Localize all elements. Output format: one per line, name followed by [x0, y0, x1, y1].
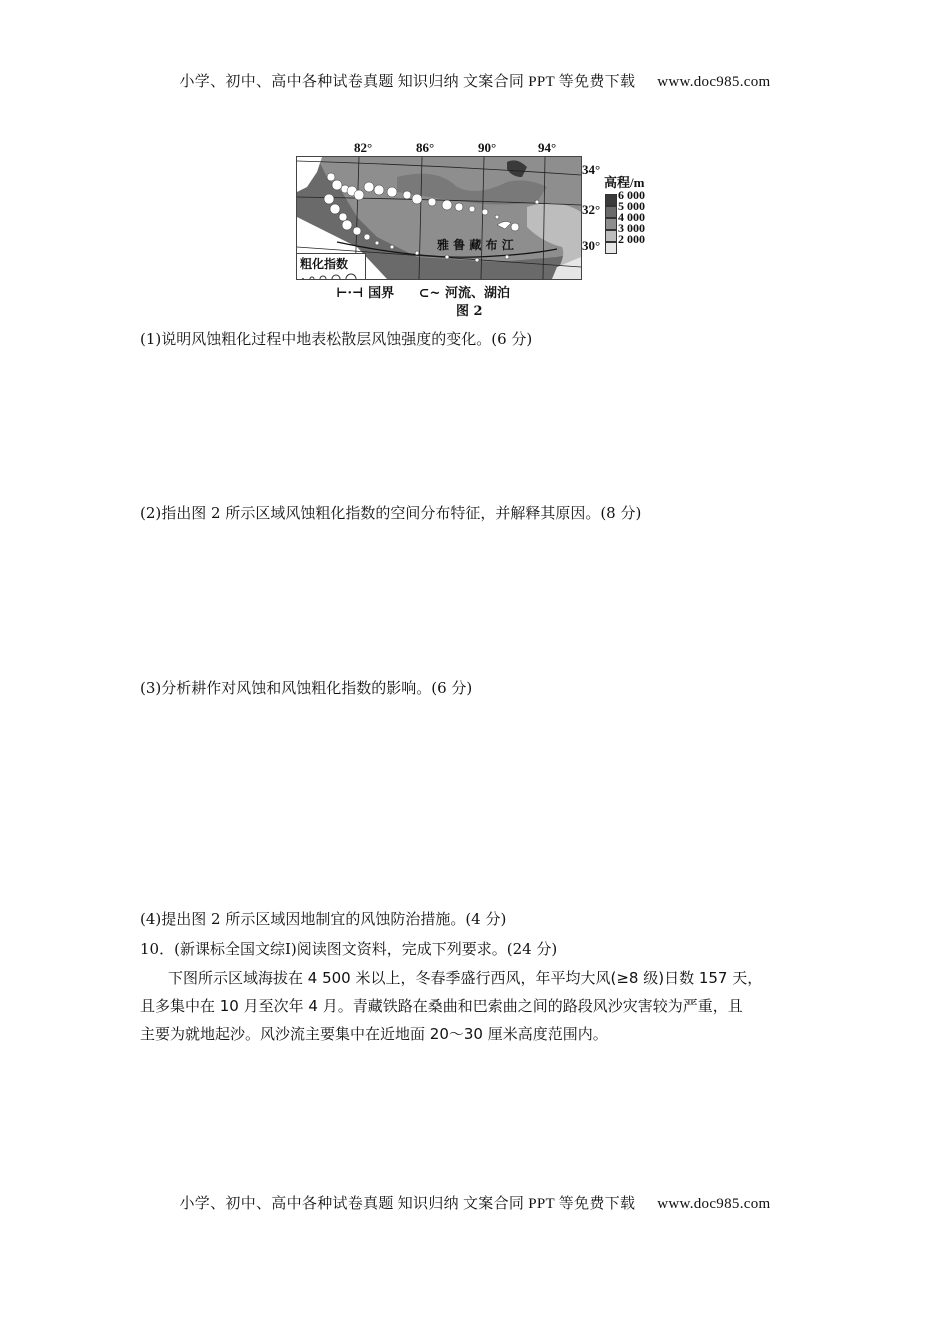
- elevation-legend-title: 高程/m: [604, 175, 645, 190]
- header-text: 小学、初中、高中各种试卷真题 知识归纳 文案合同 PPT 等免费下载: [179, 74, 636, 90]
- passage-line: 主要为就地起沙。风沙流主要集中在近地面 20～30 厘米高度范围内。: [140, 1025, 608, 1043]
- passage-line: 下图所示区域海拔在 4 500 米以上，冬春季盛行西风，年平均大风(≥8 级)日数 157 天，: [168, 969, 763, 987]
- figure-2-map: [296, 140, 658, 318]
- footer-url: www.doc985.com: [657, 1196, 771, 1212]
- page-footer: [0, 1192, 950, 1213]
- problem-10-title: 10．(新课标全国文综Ⅰ)阅读图文资料，完成下列要求。(24 分): [140, 940, 558, 958]
- latitude-label: 32°: [582, 202, 601, 217]
- question-1: (1)说明风蚀粗化过程中地表松散层风蚀强度的变化。(6 分): [140, 330, 533, 348]
- longitude-label: 94°: [538, 140, 557, 155]
- index-circles: [297, 273, 363, 280]
- longitude-label: 90°: [478, 140, 497, 155]
- footer-text: 小学、初中、高中各种试卷真题 知识归纳 文案合同 PPT 等免费下载: [179, 1196, 636, 1212]
- elevation-map: [296, 156, 582, 280]
- border-icon: ⊢·⊣: [336, 286, 364, 301]
- question-2: (2)指出图 2 所示区域风蚀粗化指数的空间分布特征，并解释其原因。(8 分): [140, 504, 642, 522]
- latitude-label: 30°: [582, 238, 601, 253]
- passage-line: 且多集中在 10 月至次年 4 月。青藏铁路在桑曲和巴索曲之间的路段风沙灾害较为严重，且: [140, 997, 743, 1015]
- longitude-label: 82°: [354, 140, 373, 155]
- river-lake-icon: ⊂~: [418, 286, 441, 301]
- river-lake-label: 河流、湖泊: [444, 286, 510, 301]
- elevation-levels: 6 000 5 000 4 000 3 000 2 000: [618, 188, 645, 246]
- roughening-index-legend: [297, 253, 366, 280]
- figure-caption: 图 2: [456, 304, 483, 319]
- svg-text:雅 鲁 藏 布 江: 雅 鲁 藏 布 江: [437, 238, 514, 252]
- elevation-scale: [605, 194, 617, 254]
- header-url: www.doc985.com: [657, 74, 771, 90]
- index-legend-title: 粗化指数: [300, 257, 349, 271]
- map-symbol-legend: [336, 282, 510, 301]
- latitude-label: 34°: [582, 162, 601, 177]
- question-4: (4)提出图 2 所示区域因地制宜的风蚀防治措施。(4 分): [140, 910, 507, 928]
- border-label: 国界: [368, 286, 395, 301]
- problem-10-passage: [140, 964, 820, 1048]
- page-header: [0, 70, 950, 91]
- question-3: (3)分析耕作对风蚀和风蚀粗化指数的影响。(6 分): [140, 679, 473, 697]
- longitude-label: 86°: [416, 140, 435, 155]
